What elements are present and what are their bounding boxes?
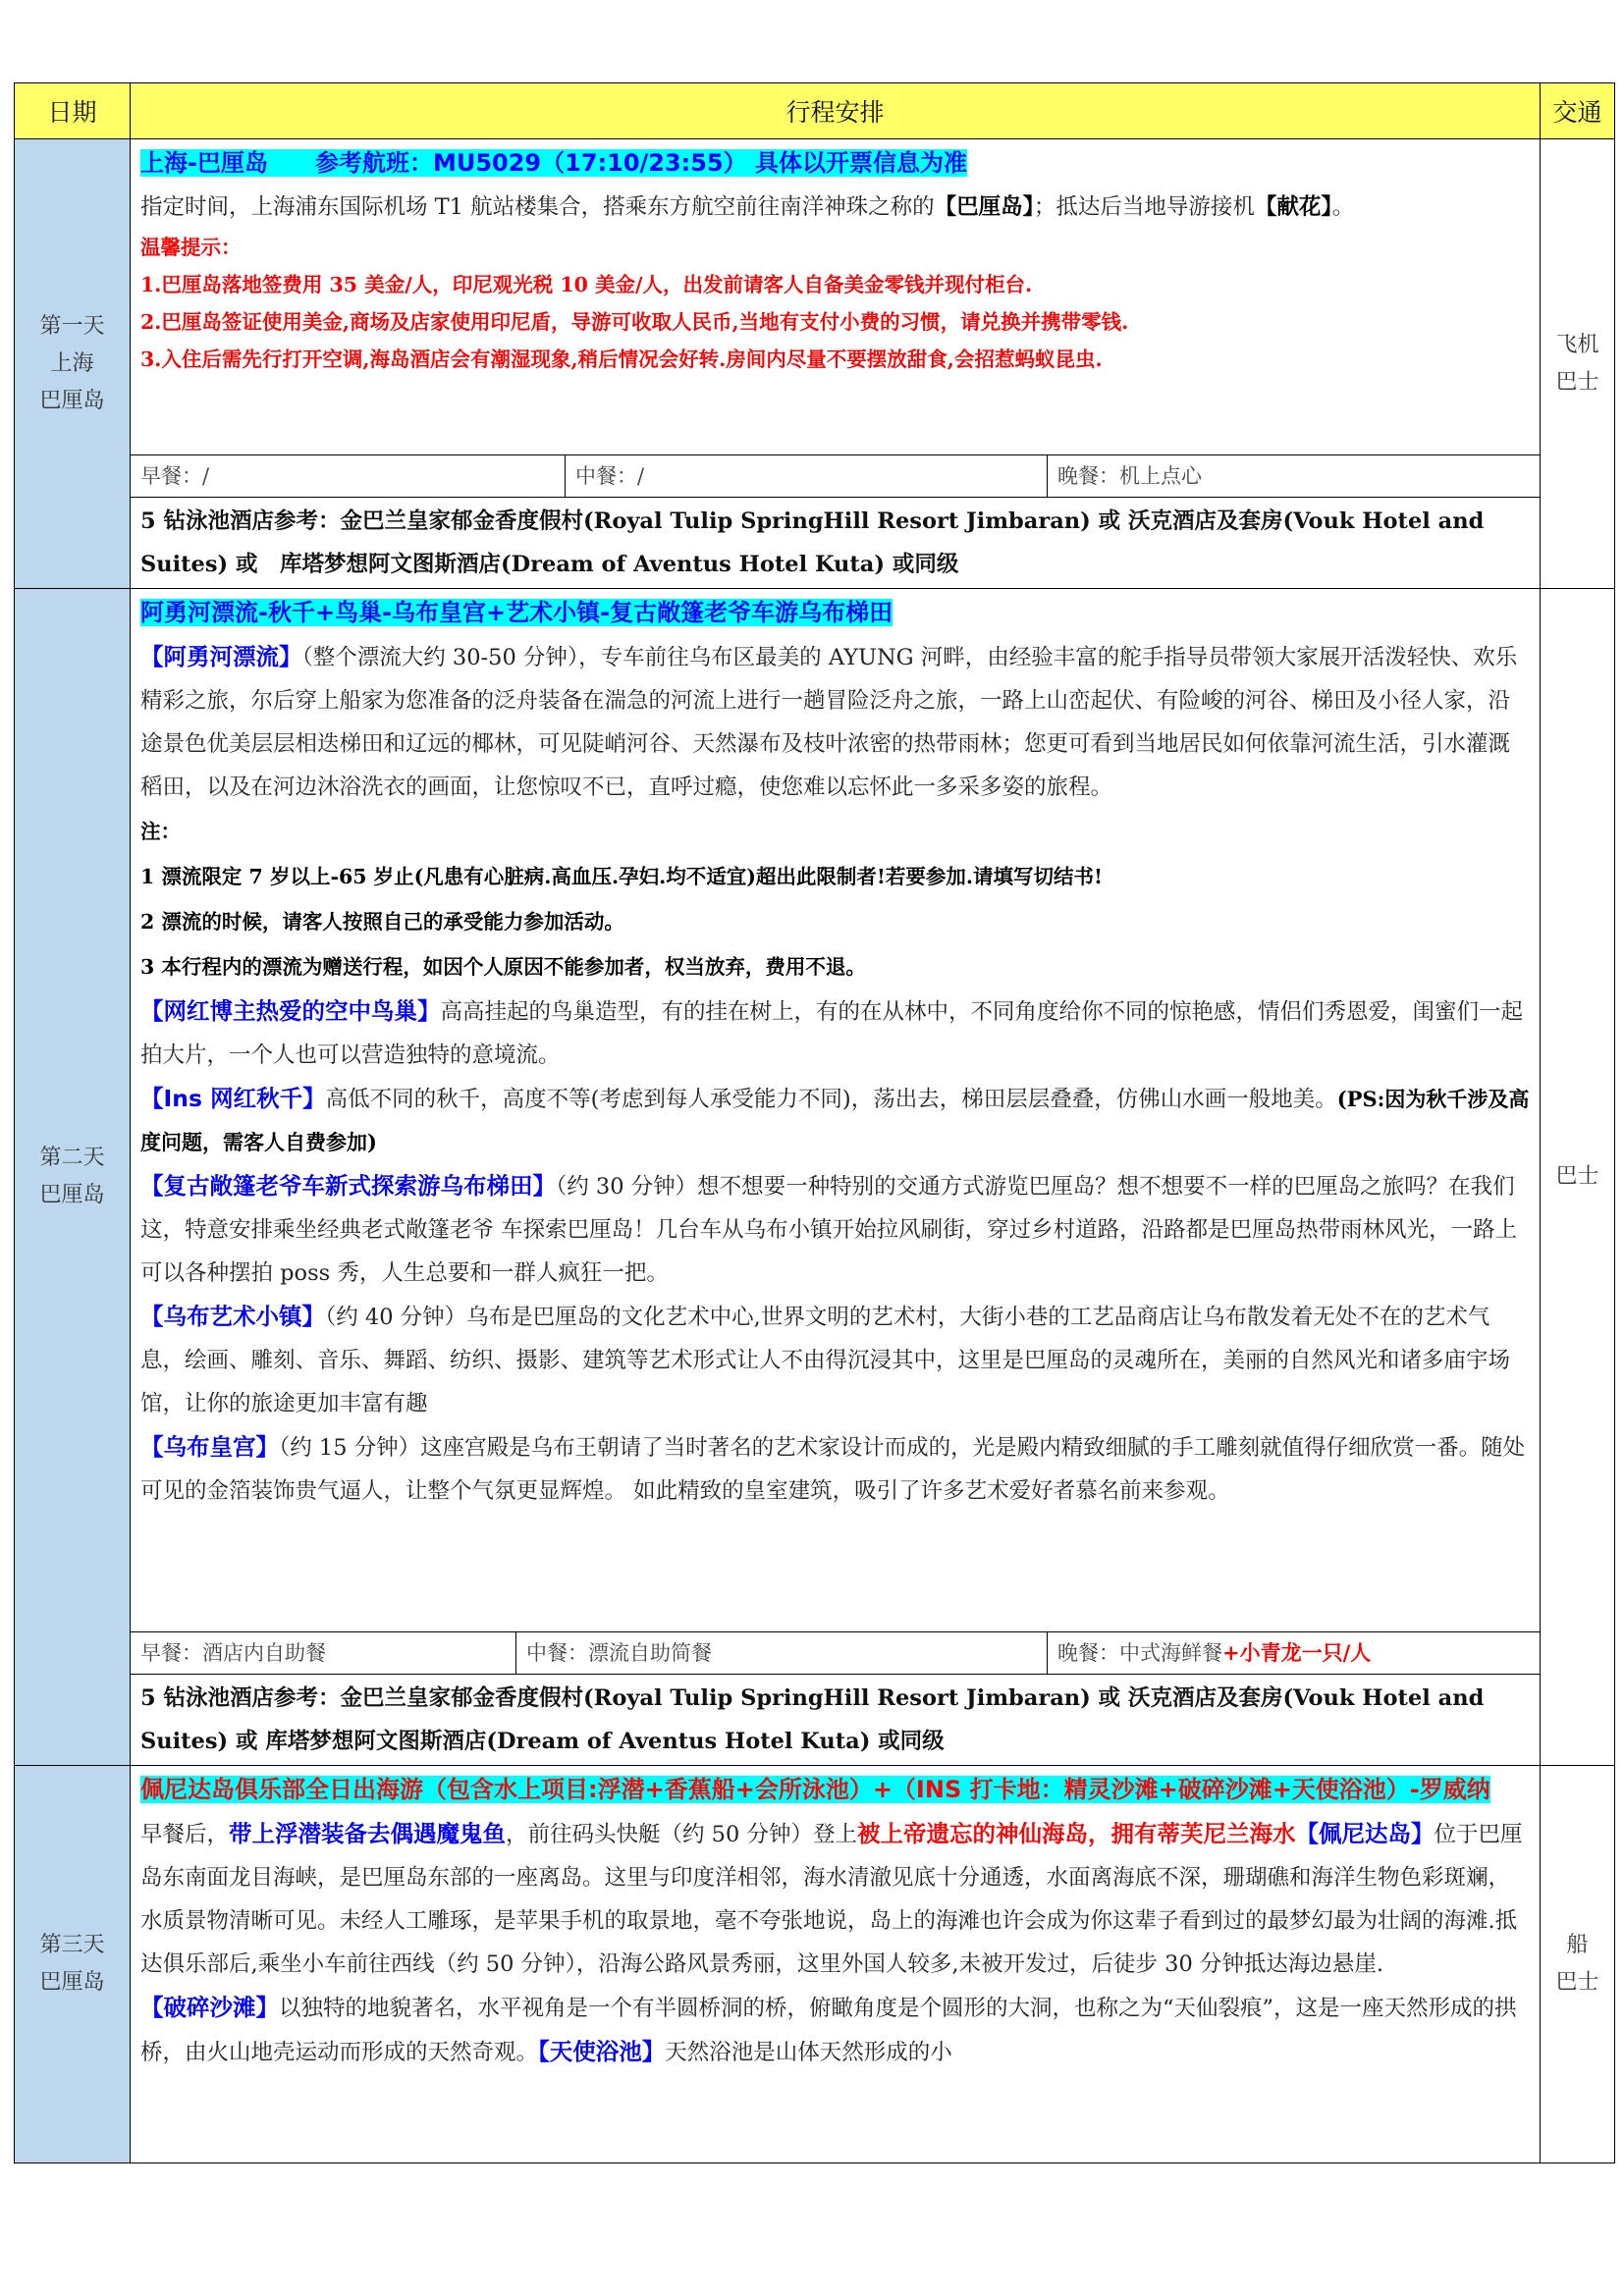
day1-row (15, 139, 1615, 589)
day2-note: 3 本行程内的漂流为赠送行程，如因个人原因不能参加者，权当放弃，费用不退。 (140, 955, 866, 979)
day3-broken-beach: 【破碎沙滩】以独特的地貌著名，水平视角是一个有半圆桥洞的桥，俯瞰角度是个圆形的大洞，也称之为“天仙裂痕”，这是一座天然形成的拱桥，由火山地壳运动而形成的天然奇观。【天使浴池】天然浴池是山体天然形成的小 (140, 1994, 1517, 2065)
day2-note: 1 漂流限定 7 岁以上-65 岁止(凡患有心脏病.高血压.孕妇.均不适宜)超出此限制者!若要参加.请填写切结书! (140, 865, 1104, 888)
day1-intro: 指定时间，上海浦东国际机场 T1 航站楼集合，搭乘东方航空前往南洋神珠之称的【巴厘岛】；抵达后当地导游接机【献花】。 (140, 194, 1355, 220)
itinerary-table (14, 82, 1615, 2163)
day1-content (131, 139, 1541, 589)
day3-transport: 船 巴士 (1541, 1766, 1615, 2163)
header-date: 日期 (15, 83, 131, 139)
day2-dinner: 晚餐：中式海鲜餐+小青龙一只/人 (1047, 1632, 1540, 1674)
day3-title: 佩尼达岛俱乐部全日出海游（包含水上项目:浮潜+香蕉船+会所泳池）+（INS 打卡地：精灵沙滩+破碎沙滩+天使浴池）-罗威纳 (140, 1776, 1490, 1803)
day1-breakfast: 早餐：/ (140, 464, 210, 488)
day3-intro: 早餐后，带上浮潜装备去偶遇魔鬼鱼，前往码头快艇（约 50 分钟）登上被上帝遗忘的神仙海岛，拥有蒂芙尼兰海水【佩尼达岛】位于巴厘岛东南面龙目海峡，是巴厘岛东部的一座离岛。这里与印度洋相邻，海水清澈见底十分通透，水面离海底不深，珊瑚礁和海洋生物色彩斑斓，水质景物清晰可见。未经人工雕琢，是苹果手机的取景地，毫不夸张地说，岛上的海滩也许会成为你这辈子看到过的最梦幻最为壮阔的海滩.抵达俱乐部后,乘坐小车前往西线（约 50 分钟），沿海公路风景秀丽，这里外国人较多,未被开发过，后徒步 30 分钟抵达海边悬崖. (140, 1820, 1523, 1977)
day2-breakfast: 早餐：酒店内自助餐 (140, 1641, 326, 1665)
day1-hotel: 5 钻泳池酒店参考：金巴兰皇家郁金香度假村(Royal Tulip SpringHill Resort Jimbaran) 或 沃克酒店及套房(Vouk Hotel and Suites) 或 库塔梦想阿文图斯酒店(Dream of Aventus Hotel Kuta) 或同级 (140, 508, 1485, 577)
day1-tip: 1.巴厘岛落地签费用 35 美金/人，印尼观光税 10 美金/人，出发前请客人自备美金零钱并现付柜台. (140, 273, 1033, 296)
day1-tips-title: 温馨提示： (140, 236, 242, 259)
day2-row (15, 589, 1615, 1766)
day3-label: 第三天 巴厘岛 (15, 1766, 131, 2163)
day2-nest: 【网红博主热爱的空中鸟巢】高高挂起的鸟巢造型，有的挂在树上，有的在从林中，不同角度给你不同的惊艳感，情侣们秀恩爱，闺蜜们一起拍大片，一个人也可以营造独特的意境流。 (140, 997, 1524, 1068)
table-header-row (15, 83, 1615, 139)
day1-dinner: 晚餐：机上点心 (1047, 455, 1540, 497)
day2-palace: 【乌布皇宫】（约 15 分钟）这座宫殿是乌布王朝请了当时著名的艺术家设计而成的，光是殿内精致细腻的手工雕刻就值得仔细欣赏一番。随处可见的金箔装饰贵气逼人，让整个气氛更显辉煌。 如此精致的皇室建筑，吸引了许多艺术爱好者慕名前来参观。 (140, 1433, 1526, 1504)
day2-rafting: 【阿勇河漂流】（整个漂流大约 30-50 分钟），专车前往乌布区最美的 AYUNG 河畔，由经验丰富的舵手指导员带领大家展开活泼轻快、欢乐精彩之旅，尔后穿上船家为您准备的泛舟装备在湍急的河流上进行一趟冒险泛舟之旅，一路上山峦起伏、有险峻的河谷、梯田及小径人家，沿途景色优美层层相迭梯田和辽远的椰林，可见陡峭河谷、天然瀑布及枝叶浓密的热带雨林；您更可看到当地居民如何依靠河流生活，引水灌溉稻田，以及在河边沐浴洗衣的画面，让您惊叹不已，直呼过瘾，使您难以忘怀此一多采多姿的旅程。 (140, 643, 1518, 800)
day1-label: 第一天 上海 巴厘岛 (15, 139, 131, 589)
day2-title: 阿勇河漂流-秋千+鸟巢-乌布皇宫+艺术小镇-复古敞篷老爷车游乌布梯田 (140, 599, 893, 626)
day2-notes-title: 注： (140, 820, 181, 843)
day1-tip: 2.巴厘岛签证使用美金,商场及店家使用印尼盾，导游可收取人民币,当地有支付小费的习惯，请兑换并携带零钱. (140, 310, 1129, 334)
day1-transport: 飞机 巴士 (1541, 139, 1615, 589)
day3-row (15, 1766, 1615, 2163)
itinerary-page (14, 82, 1614, 2163)
header-transport: 交通 (1541, 83, 1615, 139)
day2-car: 【复古敞篷老爷车新式探索游乌布梯田】（约 30 分钟）想不想要一种特别的交通方式游览巴厘岛？想不想要不一样的巴厘岛之旅吗？在我们这，特意安排乘坐经典老式敞篷老爷 车探索巴厘岛！几台车从乌布小镇开始拉风刷街，穿过乡村道路，沿路都是巴厘岛热带雨林风光，一路上可以各种摆拍 poss 秀，人生总要和一群人疯狂一把。 (140, 1172, 1518, 1286)
day2-content (131, 589, 1541, 1766)
day1-meals (131, 454, 1540, 498)
day2-meals (131, 1631, 1540, 1675)
day3-content (131, 1766, 1541, 2163)
header-schedule: 行程安排 (131, 83, 1541, 139)
day2-transport: 巴士 (1541, 589, 1615, 1766)
day2-hotel: 5 钻泳池酒店参考：金巴兰皇家郁金香度假村(Royal Tulip SpringHill Resort Jimbaran) 或 沃克酒店及套房(Vouk Hotel and Suites) 或 库塔梦想阿文图斯酒店(Dream of Aventus Hotel Kuta) 或同级 (140, 1685, 1485, 1754)
day1-tip: 3.入住后需先行打开空调,海岛酒店会有潮湿现象,稍后情况会好转.房间内尽量不要摆放甜食,会招惹蚂蚁昆虫. (140, 347, 1103, 371)
day2-label: 第二天 巴厘岛 (15, 589, 131, 1766)
day2-town: 【乌布艺术小镇】（约 40 分钟）乌布是巴厘岛的文化艺术中心,世界文明的艺术村，大街小巷的工艺品商店让乌布散发着无处不在的艺术气息，绘画、雕刻、音乐、舞蹈、纺织、摄影、建筑等艺术形式让人不由得沉浸其中，这里是巴厘岛的灵魂所在，美丽的自然风光和诸多庙宇场馆，让你的旅途更加丰富有趣 (140, 1303, 1511, 1416)
day1-title: 上海-巴厘岛 参考航班：MU5029（17:10/23:55） 具体以开票信息为准 (140, 149, 968, 177)
day1-lunch: 中餐：/ (565, 455, 1047, 497)
day2-note: 2 漂流的时候，请客人按照自己的承受能力参加活动。 (140, 910, 624, 934)
day2-lunch: 中餐：漂流自助简餐 (515, 1632, 1047, 1674)
day2-swing: 【Ins 网红秋千】高低不同的秋千，高度不等(考虑到每人承受能力不同)，荡出去，梯田层层叠叠，仿佛山水画一般地美。(PS:因为秋千涉及高度问题，需客人自费参加) (140, 1085, 1530, 1154)
